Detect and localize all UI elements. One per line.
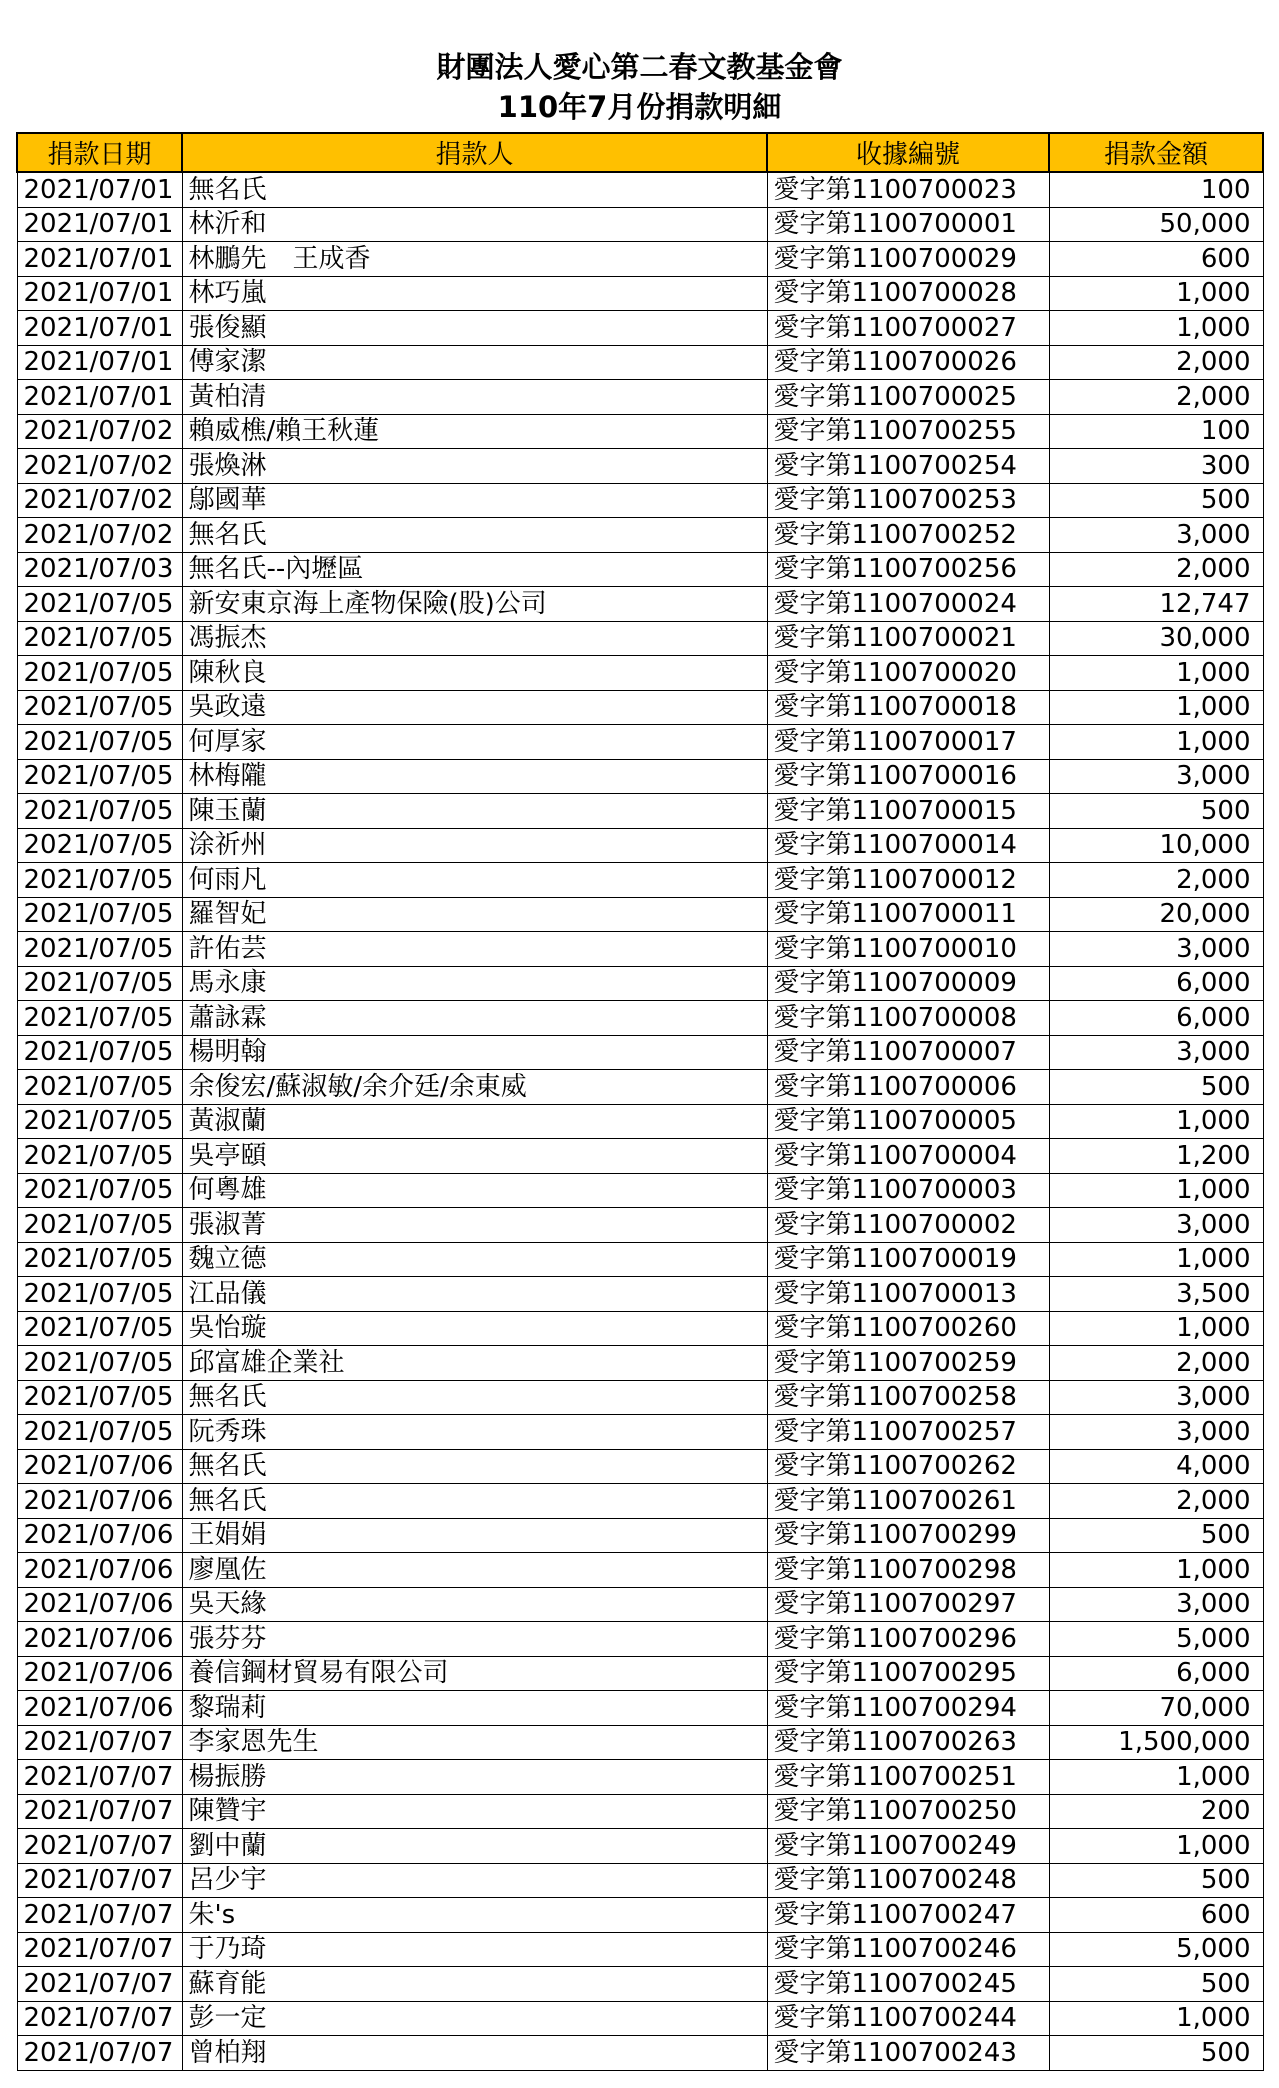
receipt-number: 愛字第1100700007: [767, 1035, 1049, 1070]
donation-date: 2021/07/05: [17, 690, 182, 725]
table-row: [17, 1863, 1263, 1898]
receipt-number: 愛字第1100700018: [767, 690, 1049, 725]
donation-date: 2021/07/05: [17, 863, 182, 898]
donor-name: 吳天緣: [182, 1587, 767, 1622]
donation-date: 2021/07/06: [17, 1518, 182, 1553]
donor-name: 林鵬先 王成香: [182, 242, 767, 277]
donation-date: 2021/07/05: [17, 759, 182, 794]
donor-name: 林沂和: [182, 207, 767, 242]
donation-date: 2021/07/06: [17, 1656, 182, 1691]
donation-amount: 5,000: [1049, 1622, 1263, 1657]
header-amount: 捐款金額: [1049, 133, 1263, 172]
donation-amount: 500: [1049, 1967, 1263, 2002]
donation-date: 2021/07/02: [17, 518, 182, 553]
table-row: [17, 1622, 1263, 1657]
donation-amount: 200: [1049, 1794, 1263, 1829]
table-row: [17, 311, 1263, 346]
donation-date: 2021/07/06: [17, 1484, 182, 1519]
table-row: [17, 966, 1263, 1001]
donation-amount: 2,000: [1049, 863, 1263, 898]
receipt-number: 愛字第1100700002: [767, 1208, 1049, 1243]
donation-date: 2021/07/05: [17, 725, 182, 760]
receipt-number: 愛字第1100700299: [767, 1518, 1049, 1553]
table-row: [17, 345, 1263, 380]
donation-date: 2021/07/05: [17, 1104, 182, 1139]
table-row: [17, 690, 1263, 725]
table-row: [17, 483, 1263, 518]
receipt-number: 愛字第1100700027: [767, 311, 1049, 346]
table-row: [17, 1829, 1263, 1864]
donation-amount: 2,000: [1049, 1484, 1263, 1519]
document-title: 財團法人愛心第二春文教基金會: [436, 50, 843, 84]
table-row: [17, 1725, 1263, 1760]
table-row: [17, 1656, 1263, 1691]
donation-amount: 6,000: [1049, 1001, 1263, 1036]
donation-date: 2021/07/07: [17, 1932, 182, 1967]
donor-name: 江品儀: [182, 1277, 767, 1312]
donor-name: 魏立德: [182, 1242, 767, 1277]
receipt-number: 愛字第1100700244: [767, 2001, 1049, 2036]
donation-amount: 1,000: [1049, 311, 1263, 346]
donor-name: 林巧嵐: [182, 276, 767, 311]
table-row: [17, 932, 1263, 967]
donation-amount: 100: [1049, 414, 1263, 449]
donation-date: 2021/07/06: [17, 1449, 182, 1484]
donor-name: 傅家潔: [182, 345, 767, 380]
donor-name: 許佑芸: [182, 932, 767, 967]
donor-name: 賴威樵/賴王秋蓮: [182, 414, 767, 449]
donation-amount: 3,000: [1049, 932, 1263, 967]
receipt-number: 愛字第1100700014: [767, 828, 1049, 863]
donation-amount: 1,000: [1049, 725, 1263, 760]
donation-amount: 2,000: [1049, 1346, 1263, 1381]
donor-name: 何厚家: [182, 725, 767, 760]
header-donor: 捐款人: [182, 133, 767, 172]
table-row: [17, 863, 1263, 898]
donation-date: 2021/07/06: [17, 1691, 182, 1726]
receipt-number: 愛字第1100700261: [767, 1484, 1049, 1519]
receipt-number: 愛字第1100700256: [767, 552, 1049, 587]
table-row: [17, 380, 1263, 415]
table-row: [17, 1173, 1263, 1208]
receipt-number: 愛字第1100700296: [767, 1622, 1049, 1657]
table-row: [17, 1587, 1263, 1622]
donation-amount: 2,000: [1049, 552, 1263, 587]
donation-date: 2021/07/05: [17, 794, 182, 829]
donation-amount: 1,000: [1049, 1311, 1263, 1346]
table-row: [17, 1518, 1263, 1553]
donation-date: 2021/07/05: [17, 1139, 182, 1174]
donation-date: 2021/07/01: [17, 172, 182, 207]
table-row: [17, 1139, 1263, 1174]
donor-name: 羅智妃: [182, 897, 767, 932]
receipt-number: 愛字第1100700298: [767, 1553, 1049, 1588]
donation-date: 2021/07/01: [17, 276, 182, 311]
donor-name: 涂祈州: [182, 828, 767, 863]
donor-name: 吳政遠: [182, 690, 767, 725]
receipt-number: 愛字第1100700258: [767, 1380, 1049, 1415]
donation-date: 2021/07/05: [17, 1380, 182, 1415]
table-row: [17, 2001, 1263, 2036]
receipt-number: 愛字第1100700243: [767, 2036, 1049, 2071]
donor-name: 劉中蘭: [182, 1829, 767, 1864]
table-row: [17, 1794, 1263, 1829]
donation-date: 2021/07/03: [17, 552, 182, 587]
donation-date: 2021/07/05: [17, 1242, 182, 1277]
donor-name: 廖凰佐: [182, 1553, 767, 1588]
table-row: [17, 1104, 1263, 1139]
donation-date: 2021/07/01: [17, 242, 182, 277]
receipt-number: 愛字第1100700001: [767, 207, 1049, 242]
receipt-number: 愛字第1100700004: [767, 1139, 1049, 1174]
receipt-number: 愛字第1100700029: [767, 242, 1049, 277]
receipt-number: 愛字第1100700248: [767, 1863, 1049, 1898]
table-row: [17, 1070, 1263, 1105]
donation-date: 2021/07/01: [17, 380, 182, 415]
receipt-number: 愛字第1100700252: [767, 518, 1049, 553]
donation-date: 2021/07/02: [17, 449, 182, 484]
donor-name: 余俊宏/蘇淑敏/余介廷/余東威: [182, 1070, 767, 1105]
receipt-number: 愛字第1100700254: [767, 449, 1049, 484]
receipt-number: 愛字第1100700011: [767, 897, 1049, 932]
donation-amount: 3,000: [1049, 1208, 1263, 1243]
receipt-number: 愛字第1100700247: [767, 1898, 1049, 1933]
table-row: [17, 1691, 1263, 1726]
receipt-number: 愛字第1100700263: [767, 1725, 1049, 1760]
donor-name: 張俊顯: [182, 311, 767, 346]
donation-amount: 50,000: [1049, 207, 1263, 242]
donor-name: 無名氏: [182, 1484, 767, 1519]
table-row: [17, 725, 1263, 760]
table-row: [17, 1553, 1263, 1588]
table-row: [17, 1484, 1263, 1519]
donation-date: 2021/07/05: [17, 1415, 182, 1450]
donation-amount: 500: [1049, 2036, 1263, 2071]
donor-name: 蘇育能: [182, 1967, 767, 2002]
table-row: [17, 1001, 1263, 1036]
table-row: [17, 1967, 1263, 2002]
donation-amount: 70,000: [1049, 1691, 1263, 1726]
receipt-number: 愛字第1100700246: [767, 1932, 1049, 1967]
donor-name: 蕭詠霖: [182, 1001, 767, 1036]
receipt-number: 愛字第1100700025: [767, 380, 1049, 415]
donation-date: 2021/07/01: [17, 207, 182, 242]
receipt-number: 愛字第1100700253: [767, 483, 1049, 518]
receipt-number: 愛字第1100700015: [767, 794, 1049, 829]
table-row: [17, 794, 1263, 829]
donor-name: 無名氏: [182, 172, 767, 207]
table-row: [17, 1277, 1263, 1312]
table-row: [17, 1932, 1263, 1967]
donation-amount: 1,000: [1049, 1104, 1263, 1139]
donor-name: 林梅隴: [182, 759, 767, 794]
table-row: [17, 1035, 1263, 1070]
receipt-number: 愛字第1100700012: [767, 863, 1049, 898]
receipt-number: 愛字第1100700006: [767, 1070, 1049, 1105]
donor-name: 黃柏清: [182, 380, 767, 415]
donation-amount: 30,000: [1049, 621, 1263, 656]
table-row: [17, 276, 1263, 311]
donor-name: 馮振杰: [182, 621, 767, 656]
donation-date: 2021/07/01: [17, 345, 182, 380]
table-row: [17, 449, 1263, 484]
table-row: [17, 518, 1263, 553]
donor-name: 陳玉蘭: [182, 794, 767, 829]
donation-amount: 500: [1049, 483, 1263, 518]
table-row: [17, 1346, 1263, 1381]
donation-amount: 1,000: [1049, 1173, 1263, 1208]
donation-amount: 5,000: [1049, 1932, 1263, 1967]
table-row: [17, 1208, 1263, 1243]
table-row: [17, 1898, 1263, 1933]
donation-amount: 1,000: [1049, 656, 1263, 691]
donation-date: 2021/07/07: [17, 1863, 182, 1898]
donation-date: 2021/07/05: [17, 1173, 182, 1208]
donation-date: 2021/07/02: [17, 414, 182, 449]
receipt-number: 愛字第1100700259: [767, 1346, 1049, 1381]
donation-amount: 3,500: [1049, 1277, 1263, 1312]
receipt-number: 愛字第1100700028: [767, 276, 1049, 311]
donation-amount: 3,000: [1049, 759, 1263, 794]
donation-amount: 6,000: [1049, 1656, 1263, 1691]
table-row: [17, 1242, 1263, 1277]
receipt-number: 愛字第1100700255: [767, 414, 1049, 449]
donor-name: 無名氏--內壢區: [182, 552, 767, 587]
table-row: [17, 2036, 1263, 2071]
table-row: [17, 1380, 1263, 1415]
receipt-number: 愛字第1100700250: [767, 1794, 1049, 1829]
donation-amount: 300: [1049, 449, 1263, 484]
donation-amount: 12,747: [1049, 587, 1263, 622]
donation-date: 2021/07/06: [17, 1553, 182, 1588]
donation-amount: 500: [1049, 794, 1263, 829]
table-body: [17, 172, 1263, 2070]
donation-date: 2021/07/05: [17, 1311, 182, 1346]
donation-date: 2021/07/05: [17, 828, 182, 863]
donation-date: 2021/07/06: [17, 1587, 182, 1622]
table-row: [17, 1415, 1263, 1450]
table-row: [17, 897, 1263, 932]
donation-date: 2021/07/07: [17, 2036, 182, 2071]
donor-name: 養信鋼材貿易有限公司: [182, 1656, 767, 1691]
donation-date: 2021/07/05: [17, 621, 182, 656]
receipt-number: 愛字第1100700013: [767, 1277, 1049, 1312]
donation-date: 2021/07/06: [17, 1622, 182, 1657]
receipt-number: 愛字第1100700026: [767, 345, 1049, 380]
donation-amount: 1,000: [1049, 276, 1263, 311]
donor-name: 無名氏: [182, 1380, 767, 1415]
donor-name: 陳贊宇: [182, 1794, 767, 1829]
donor-name: 楊振勝: [182, 1760, 767, 1795]
donation-amount: 1,000: [1049, 1760, 1263, 1795]
receipt-number: 愛字第1100700016: [767, 759, 1049, 794]
table-row: [17, 587, 1263, 622]
donation-amount: 3,000: [1049, 1380, 1263, 1415]
donation-date: 2021/07/07: [17, 1898, 182, 1933]
donation-amount: 20,000: [1049, 897, 1263, 932]
receipt-number: 愛字第1100700009: [767, 966, 1049, 1001]
donation-table: [16, 132, 1264, 2071]
donation-amount: 100: [1049, 172, 1263, 207]
receipt-number: 愛字第1100700024: [767, 587, 1049, 622]
donor-name: 張芬芬: [182, 1622, 767, 1657]
donation-amount: 1,000: [1049, 690, 1263, 725]
receipt-number: 愛字第1100700020: [767, 656, 1049, 691]
donation-date: 2021/07/07: [17, 1967, 182, 2002]
donation-date: 2021/07/01: [17, 311, 182, 346]
receipt-number: 愛字第1100700010: [767, 932, 1049, 967]
table-row: [17, 759, 1263, 794]
donor-name: 彭一定: [182, 2001, 767, 2036]
donor-name: 張淑菁: [182, 1208, 767, 1243]
receipt-number: 愛字第1100700023: [767, 172, 1049, 207]
donor-name: 黎瑞莉: [182, 1691, 767, 1726]
donation-date: 2021/07/05: [17, 1070, 182, 1105]
receipt-number: 愛字第1100700260: [767, 1311, 1049, 1346]
receipt-number: 愛字第1100700295: [767, 1656, 1049, 1691]
donation-date: 2021/07/05: [17, 1001, 182, 1036]
receipt-number: 愛字第1100700249: [767, 1829, 1049, 1864]
table-row: [17, 414, 1263, 449]
donation-date: 2021/07/05: [17, 966, 182, 1001]
donation-amount: 500: [1049, 1518, 1263, 1553]
table-row: [17, 552, 1263, 587]
receipt-number: 愛字第1100700245: [767, 1967, 1049, 2002]
donation-date: 2021/07/07: [17, 1829, 182, 1864]
donor-name: 無名氏: [182, 518, 767, 553]
donation-amount: 1,000: [1049, 1553, 1263, 1588]
donation-amount: 1,000: [1049, 2001, 1263, 2036]
donor-name: 楊明翰: [182, 1035, 767, 1070]
donation-amount: 10,000: [1049, 828, 1263, 863]
table-row: [17, 242, 1263, 277]
receipt-number: 愛字第1100700021: [767, 621, 1049, 656]
donation-date: 2021/07/05: [17, 1346, 182, 1381]
donor-name: 無名氏: [182, 1449, 767, 1484]
donation-amount: 600: [1049, 242, 1263, 277]
donation-date: 2021/07/07: [17, 1794, 182, 1829]
table-row: [17, 1449, 1263, 1484]
donation-date: 2021/07/05: [17, 932, 182, 967]
donor-name: 呂少宇: [182, 1863, 767, 1898]
receipt-number: 愛字第1100700005: [767, 1104, 1049, 1139]
donor-name: 阮秀珠: [182, 1415, 767, 1450]
donation-amount: 2,000: [1049, 380, 1263, 415]
table-row: [17, 172, 1263, 207]
donation-amount: 1,000: [1049, 1829, 1263, 1864]
donor-name: 曾柏翔: [182, 2036, 767, 2071]
donor-name: 邱富雄企業社: [182, 1346, 767, 1381]
donor-name: 吳亭頤: [182, 1139, 767, 1174]
table-row: [17, 1760, 1263, 1795]
donation-date: 2021/07/05: [17, 656, 182, 691]
donor-name: 朱's: [182, 1898, 767, 1933]
donation-amount: 3,000: [1049, 1415, 1263, 1450]
receipt-number: 愛字第1100700003: [767, 1173, 1049, 1208]
donation-date: 2021/07/05: [17, 1035, 182, 1070]
donor-name: 何雨凡: [182, 863, 767, 898]
donation-amount: 600: [1049, 1898, 1263, 1933]
donor-name: 張煥淋: [182, 449, 767, 484]
table-row: [17, 207, 1263, 242]
donation-date: 2021/07/05: [17, 1277, 182, 1312]
table-row: [17, 656, 1263, 691]
donation-date: 2021/07/05: [17, 897, 182, 932]
donation-amount: 2,000: [1049, 345, 1263, 380]
header-date: 捐款日期: [17, 133, 182, 172]
donation-amount: 6,000: [1049, 966, 1263, 1001]
donor-name: 何粵雄: [182, 1173, 767, 1208]
receipt-number: 愛字第1100700008: [767, 1001, 1049, 1036]
donor-name: 陳秋良: [182, 656, 767, 691]
donation-amount: 500: [1049, 1070, 1263, 1105]
receipt-number: 愛字第1100700262: [767, 1449, 1049, 1484]
receipt-number: 愛字第1100700297: [767, 1587, 1049, 1622]
donor-name: 新安東京海上產物保險(股)公司: [182, 587, 767, 622]
table-row: [17, 621, 1263, 656]
donation-amount: 500: [1049, 1863, 1263, 1898]
donation-date: 2021/07/05: [17, 1208, 182, 1243]
donation-amount: 3,000: [1049, 518, 1263, 553]
donation-amount: 3,000: [1049, 1587, 1263, 1622]
donation-date: 2021/07/07: [17, 2001, 182, 2036]
receipt-number: 愛字第1100700294: [767, 1691, 1049, 1726]
donation-amount: 1,500,000: [1049, 1725, 1263, 1760]
receipt-number: 愛字第1100700257: [767, 1415, 1049, 1450]
receipt-number: 愛字第1100700251: [767, 1760, 1049, 1795]
donor-name: 于乃琦: [182, 1932, 767, 1967]
donation-amount: 3,000: [1049, 1035, 1263, 1070]
table-row: [17, 1311, 1263, 1346]
table-row: [17, 828, 1263, 863]
donor-name: 黃淑蘭: [182, 1104, 767, 1139]
donor-name: 吳怡璇: [182, 1311, 767, 1346]
donor-name: 李家恩先生: [182, 1725, 767, 1760]
document-subtitle: 110年7月份捐款明細: [497, 90, 782, 124]
header-receipt-number: 收據編號: [767, 133, 1049, 172]
donation-amount: 1,200: [1049, 1139, 1263, 1174]
donation-date: 2021/07/07: [17, 1725, 182, 1760]
table-header-row: [17, 133, 1263, 172]
donor-name: 鄔國華: [182, 483, 767, 518]
donation-amount: 4,000: [1049, 1449, 1263, 1484]
donation-date: 2021/07/05: [17, 587, 182, 622]
donor-name: 馬永康: [182, 966, 767, 1001]
donation-date: 2021/07/07: [17, 1760, 182, 1795]
receipt-number: 愛字第1100700019: [767, 1242, 1049, 1277]
donation-date: 2021/07/02: [17, 483, 182, 518]
donation-amount: 1,000: [1049, 1242, 1263, 1277]
receipt-number: 愛字第1100700017: [767, 725, 1049, 760]
donor-name: 王娟娟: [182, 1518, 767, 1553]
